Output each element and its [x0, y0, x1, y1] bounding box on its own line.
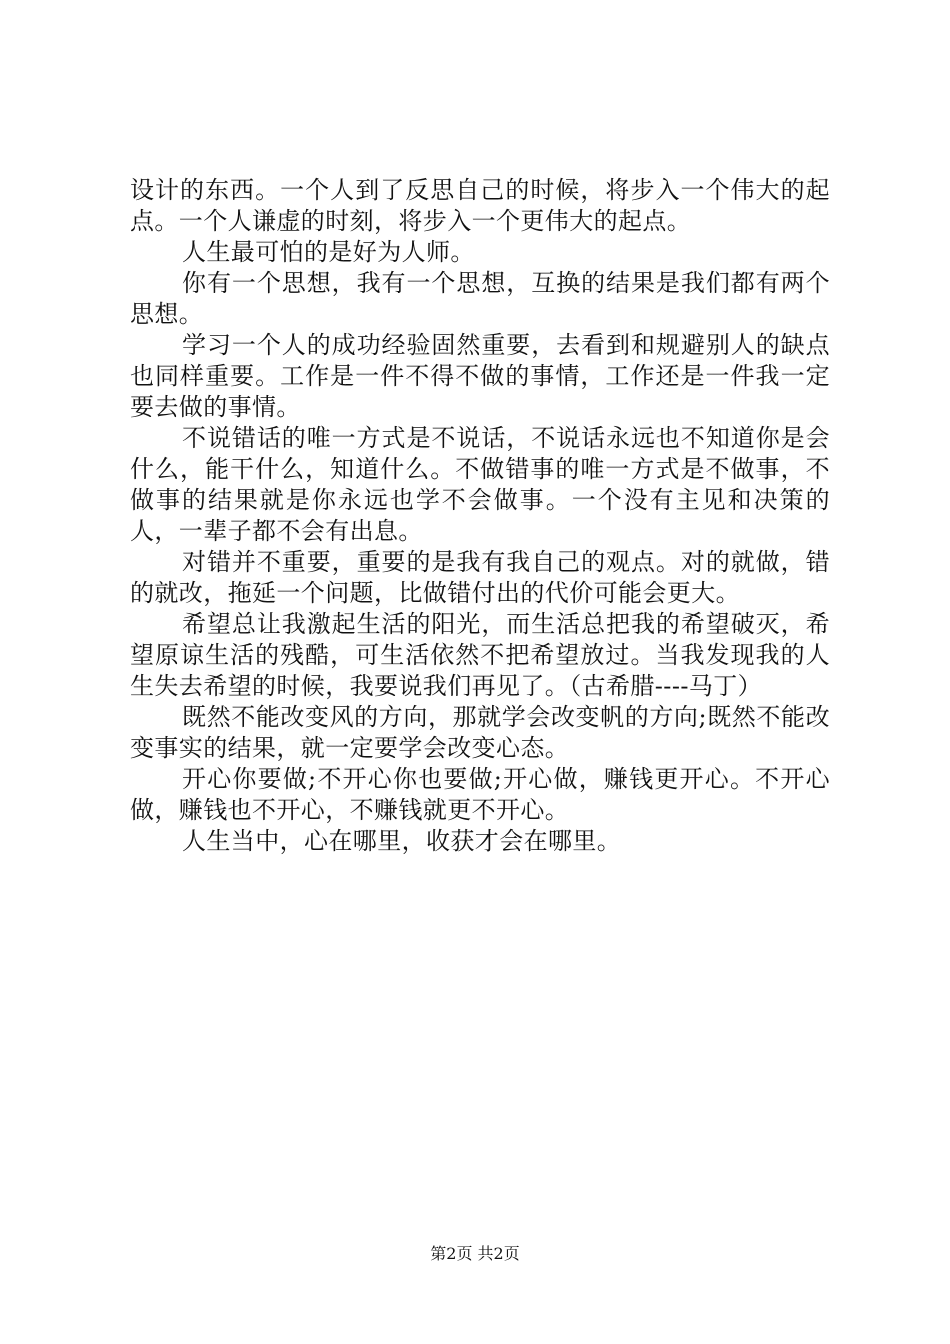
paragraph: 人生当中，心在哪里，收获才会在哪里。 [182, 827, 622, 855]
paragraph: 学习一个人的成功经验固然重要，去看到和规避别人的缺点也同样重要。工作是一件不得不做的事情，工作还是一件我一定要去做的事情。 [130, 331, 830, 421]
paragraph: 开心你要做;不开心你也要做;开心做，赚钱更开心。不开心做，赚钱也不开心，不赚钱就更不开心。 [130, 765, 830, 824]
paragraph: 不说错话的唯一方式是不说话，不说话永远也不知道你是会什么，能干什么，知道什么。不做错事的唯一方式是不做事，不做事的结果就是你永远也学不会做事。一个没有主见和决策的人，一辈子都不会有出息。 [130, 424, 830, 545]
paragraph: 对错并不重要，重要的是我有我自己的观点。对的就做，错的就改，拖延一个问题，比做错付出的代价可能会更大。 [130, 548, 830, 607]
page-number-footer: 第2页 共2页 [430, 1244, 520, 1263]
paragraph-continuation: 设计的东西。一个人到了反思自己的时候，将步入一个伟大的起点。一个人谦虚的时刻，将步入一个更伟大的起点。 [130, 176, 830, 235]
paragraph: 人生最可怕的是好为人师。 [182, 238, 475, 266]
document-body [130, 175, 830, 857]
paragraph: 希望总让我激起生活的阳光，而生活总把我的希望破灭，希望原谅生活的残酷，可生活依然不把希望放过。当我发现我的人生失去希望的时候，我要说我们再见了。（古希腊----马丁） [130, 610, 830, 700]
paragraph: 既然不能改变风的方向，那就学会改变帆的方向;既然不能改变事实的结果，就一定要学会改变心态。 [130, 703, 830, 762]
paragraph: 你有一个思想，我有一个思想，互换的结果是我们都有两个思想。 [130, 269, 830, 328]
